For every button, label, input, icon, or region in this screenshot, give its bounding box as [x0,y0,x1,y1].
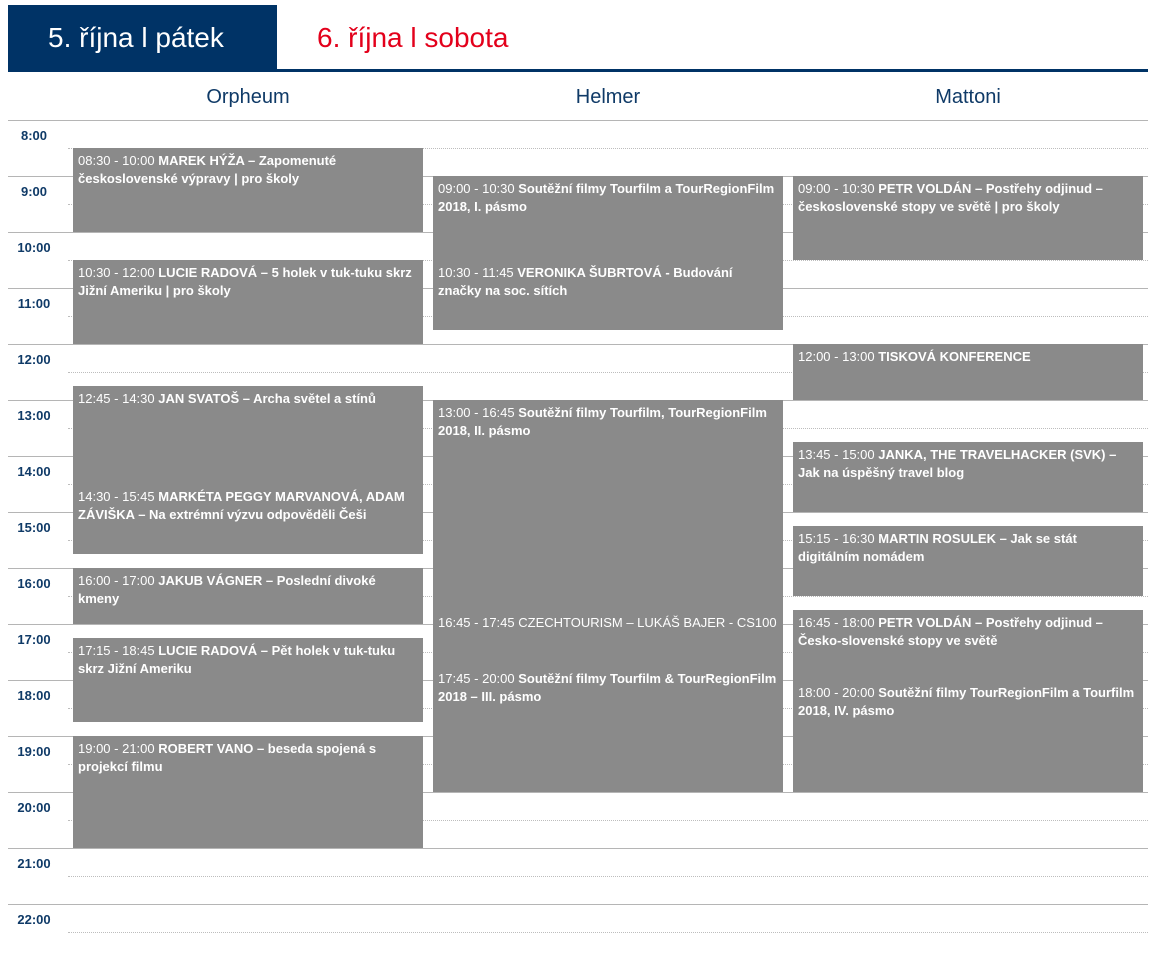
event-time: 17:15 - 18:45 [78,643,159,658]
tabs-underline [8,69,1148,72]
event-time: 10:30 - 11:45 [438,265,518,280]
event-title: CZECHTOURISM – LUKÁŠ BAJER - CS100 [518,615,777,630]
event-text [793,176,1143,216]
schedule-sub-event[interactable] [433,610,783,632]
schedule-event[interactable] [73,568,423,624]
event-text [793,344,1143,366]
hour-line [8,120,1148,121]
event-time: 18:00 - 20:00 [798,685,879,700]
time-label: 12:00 [17,352,51,367]
event-title: Soutěžní filmy Tourfilm a TourRegionFilm 2018, I. pásmo [438,181,775,214]
event-title: TISKOVÁ KONFERENCE [878,349,1031,364]
event-time: 09:00 - 10:30 [798,181,879,196]
event-title: LUCIE RADOVÁ – 5 holek v tuk-tuku skrz Jižní Ameriku | pro školy [78,265,412,298]
time-label: 15:00 [17,520,51,535]
half-hour-line [68,876,1148,877]
schedule-event[interactable] [73,260,423,344]
hour-line [8,904,1148,905]
event-title: LUCIE RADOVÁ – Pět holek v tuk-tuku skrz Jižní Ameriku [78,643,396,676]
schedule-event[interactable] [793,176,1143,260]
schedule-event[interactable] [73,638,423,722]
event-text [73,638,423,678]
event-title: PETR VOLDÁN – Postřehy odjinud – Česko-slovenské stopy ve světě [798,615,1103,648]
schedule-event[interactable] [793,442,1143,512]
time-label: 11:00 [17,296,51,311]
event-time: 16:45 - 18:00 [798,615,879,630]
event-time: 16:00 - 17:00 [78,573,159,588]
event-text [73,568,423,608]
tab-saturday[interactable]: 6. října l sobota [317,22,509,53]
schedule-event[interactable] [73,386,423,554]
event-time: 15:15 - 16:30 [798,531,879,546]
event-time: 12:00 - 13:00 [798,349,879,364]
event-title: MARTIN ROSULEK – Jak se stát digitálním nomádem [798,531,1077,564]
event-time: 14:30 - 15:45 [78,489,159,504]
event-time: 13:00 - 16:45 [438,405,519,420]
time-label: 16:00 [17,576,51,591]
time-label: 10:00 [17,240,51,255]
event-title: MAREK HÝŽA – Zapomenuté československé výpravy | pro školy [78,153,337,186]
event-title: VERONIKA ŠUBRTOVÁ - Budování značky na soc. sítích [438,265,733,298]
event-title: JAN SVATOŠ – Archa světel a stínů [158,391,376,406]
schedule-event[interactable] [73,736,423,848]
event-title: JANKA, THE TRAVELHACKER (SVK) – Jak na úspěšný travel blog [798,447,1117,480]
tab-friday[interactable]: 5. října l pátek [8,5,277,71]
event-time: 08:30 - 10:00 [78,153,159,168]
event-time: 13:45 - 15:00 [798,447,879,462]
schedule-event[interactable] [793,344,1143,400]
schedule-event[interactable] [793,526,1143,596]
event-text [433,400,783,440]
venue-header-mattoni: Mattoni [935,86,1001,108]
event-time: 19:00 - 21:00 [78,741,159,756]
event-title: PETR VOLDÁN – Postřehy odjinud – československé stopy ve světě | pro školy [798,181,1103,214]
schedule-sub-event[interactable] [793,680,1143,720]
venue-header-orpheum: Orpheum [206,86,290,108]
schedule-event[interactable] [793,610,1143,792]
half-hour-line [68,932,1148,933]
schedule-event[interactable] [73,148,423,232]
event-text [433,176,783,216]
time-label: 17:00 [17,632,51,647]
schedule-event[interactable] [433,176,783,330]
event-text [793,442,1143,482]
event-text [73,386,423,408]
schedule-sub-event[interactable] [73,484,423,524]
event-time: 09:00 - 10:30 [438,181,519,196]
time-label: 8:00 [20,128,48,143]
time-label: 18:00 [17,688,51,703]
schedule-sub-event[interactable] [433,666,783,706]
schedule-event[interactable] [433,400,783,792]
time-label: 22:00 [17,912,51,927]
time-label: 14:00 [17,464,51,479]
event-time: 16:45 - 17:45 [438,615,519,630]
time-label: 21:00 [17,856,51,871]
event-title: ROBERT VANO – beseda spojená s projekcí filmu [78,741,377,774]
event-time: 12:45 - 14:30 [78,391,159,406]
event-title: Soutěžní filmy TourRegionFilm a Tourfilm 2018, IV. pásmo [798,685,1135,718]
event-text [73,736,423,776]
hour-line [8,848,1148,849]
time-label: 19:00 [17,744,51,759]
event-time: 17:45 - 20:00 [438,671,519,686]
event-title: Soutěžní filmy Tourfilm, TourRegionFilm 2018, II. pásmo [438,405,767,438]
event-title: JAKUB VÁGNER – Poslední divoké kmeny [78,573,376,606]
event-title: MARKÉTA PEGGY MARVANOVÁ, ADAM ZÁVIŠKA – Na extrémní výzvu odpověděli Češi [78,489,405,522]
event-text [73,260,423,300]
event-text [793,610,1143,650]
time-label: 20:00 [17,800,51,815]
event-title: Soutěžní filmy Tourfilm & TourRegionFilm 2018 – III. pásmo [438,671,777,704]
time-label: 13:00 [17,408,51,423]
day-tabs [8,5,1148,71]
event-time: 10:30 - 12:00 [78,265,159,280]
schedule-sub-event[interactable] [433,260,783,300]
venue-header-helmer: Helmer [575,86,641,108]
event-text [73,148,423,188]
time-label: 9:00 [20,184,48,199]
event-text [793,526,1143,566]
